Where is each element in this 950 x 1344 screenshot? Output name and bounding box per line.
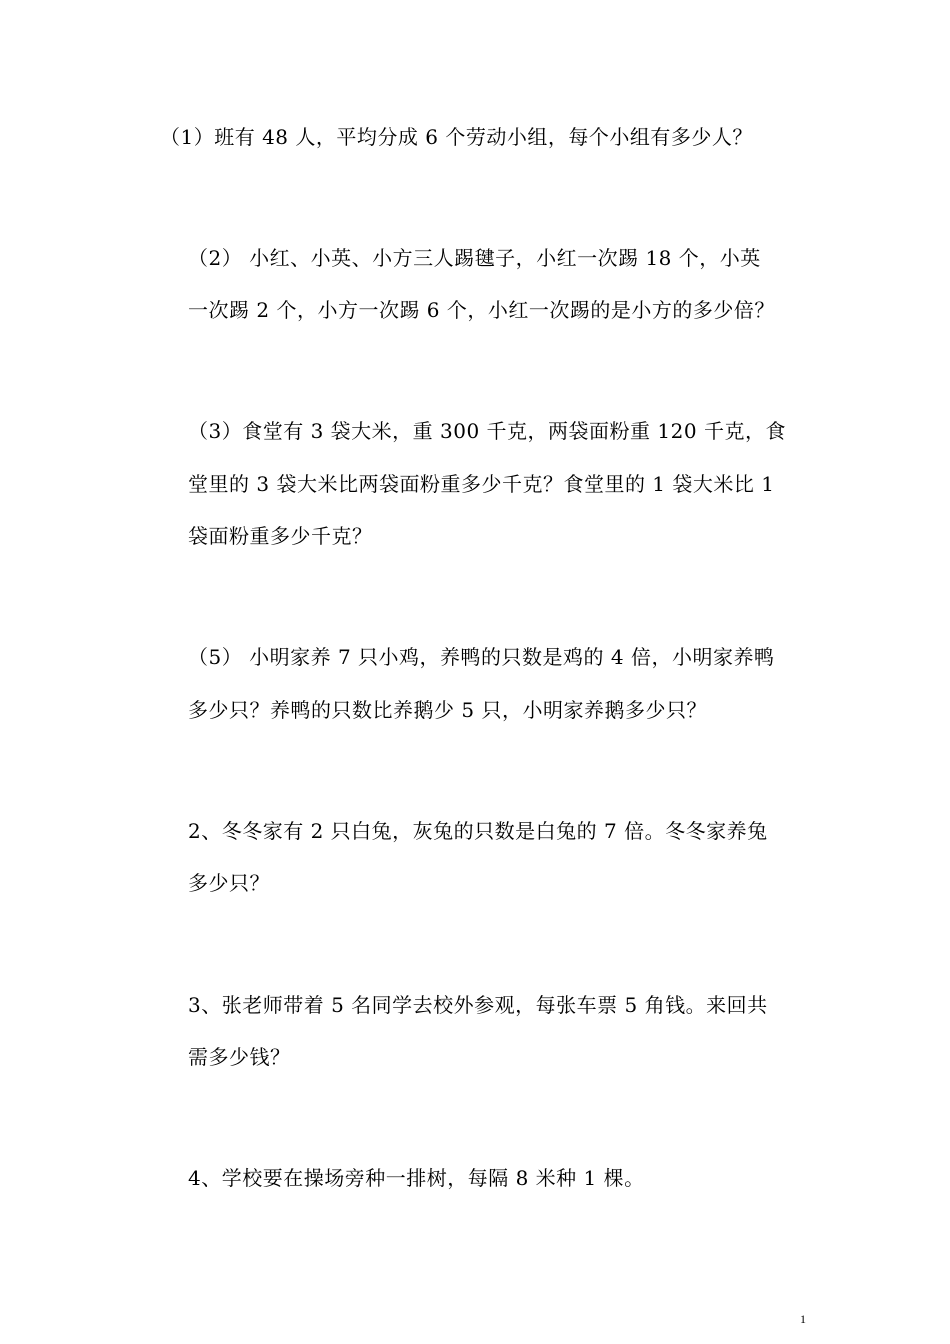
page-number: 1 bbox=[800, 1312, 806, 1326]
problem-5-line-2: 多少只？养鸭的只数比养鹅少 5 只，小明家养鹅多少只？ bbox=[188, 698, 707, 722]
problem-2-line-2: 一次踢 2 个，小方一次踢 6 个，小红一次踢的是小方的多少倍？ bbox=[188, 298, 775, 322]
question-3-line-1: 3、张老师带着 5 名同学去校外参观，每张车票 5 角钱。来回共 bbox=[188, 993, 768, 1017]
problem-1-line-1: （1）班有 48 人，平均分成 6 个劳动小组，每个小组有多少人？ bbox=[160, 125, 753, 149]
problem-3-line-3: 袋面粉重多少千克？ bbox=[188, 524, 373, 548]
problem-5-line-1: （5） 小明家养 7 只小鸡，养鸭的只数是鸡的 4 倍，小明家养鸭 bbox=[188, 645, 775, 669]
question-3-line-2: 需多少钱？ bbox=[188, 1045, 291, 1069]
question-4-line-1: 4、学校要在操场旁种一排树，每隔 8 米种 1 棵。 bbox=[188, 1166, 645, 1190]
problem-3-line-2: 堂里的 3 袋大米比两袋面粉重多少千克？食堂里的 1 袋大米比 1 bbox=[188, 472, 775, 496]
question-2-line-1: 2、冬冬家有 2 只白兔，灰兔的只数是白兔的 7 倍。冬冬家养兔 bbox=[188, 819, 768, 843]
question-2-line-2: 多少只？ bbox=[188, 871, 270, 895]
problem-2-line-1: （2） 小红、小英、小方三人踢毽子，小红一次踢 18 个，小英 bbox=[188, 246, 761, 270]
problem-3-line-1: （3）食堂有 3 袋大米，重 300 千克，两袋面粉重 120 千克，食 bbox=[188, 419, 786, 443]
